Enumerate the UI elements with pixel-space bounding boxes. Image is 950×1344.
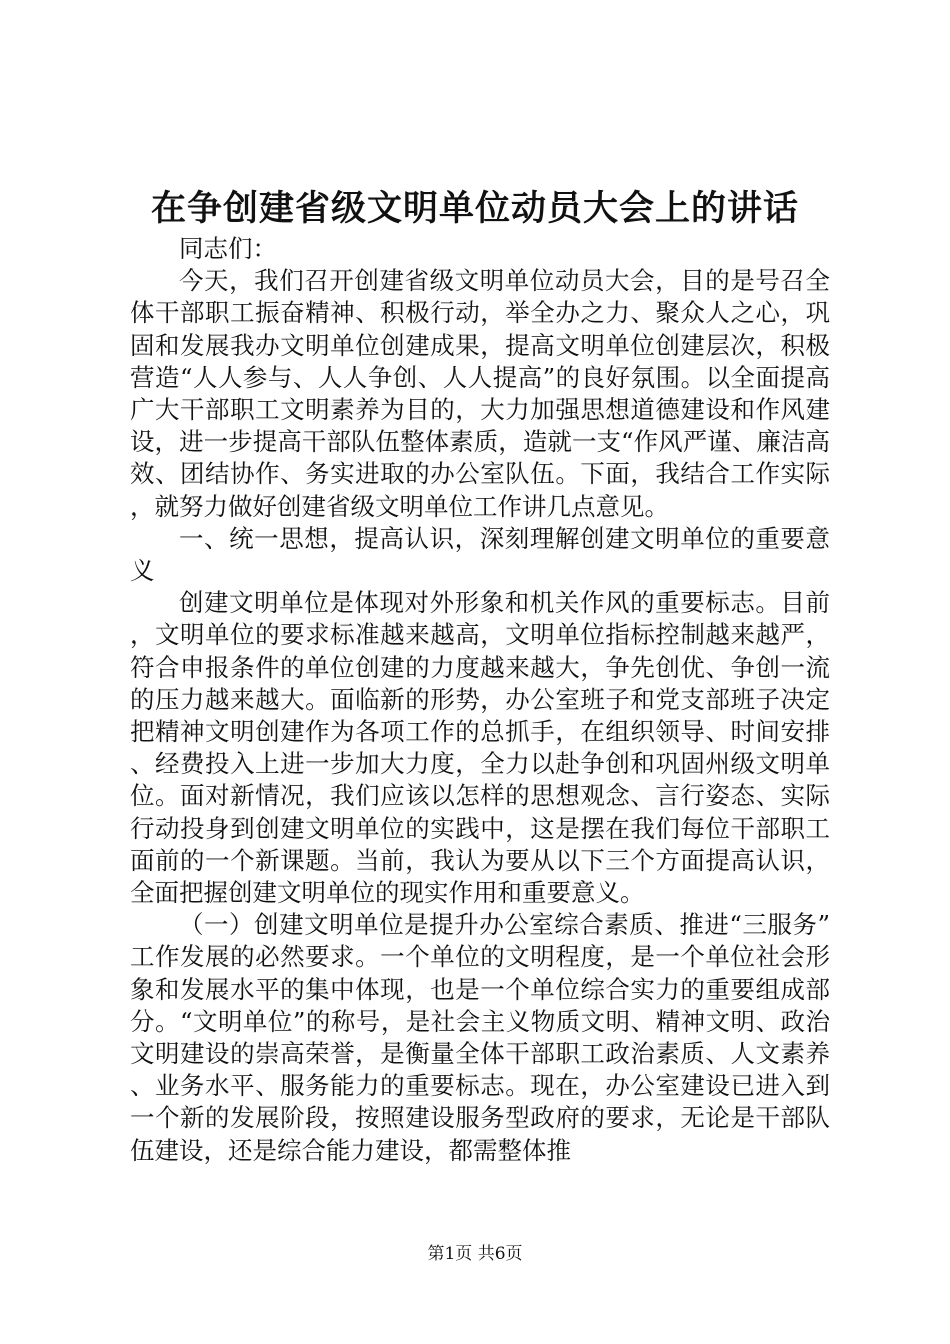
document-title: 在争创建省级文明单位动员大会上的讲话 (150, 188, 799, 229)
intro-paragraph: 今天，我们召开创建省级文明单位动员大会，目的是号召全体干部职工振奋精神、积极行动，举全办之力、聚众人之心，巩固和发展我办文明单位创建成果，提高文明单位创建层次，积极营造“人人参与、人人争创、人人提高”的良好氛围。以全面提高广大干部职工文明素养为目的，大力加强思想道德建设和作风建设，进一步提高干部队伍整体素质，造就一支“作风严谨、廉洁高效、团结协作、务实进取的办公室队伍。下面，我结合工作实际，就努力做好创建省级文明单位工作讲几点意见。 (130, 266, 830, 521)
document-body (130, 233, 830, 1167)
section-heading: 一、统一思想，提高认识，深刻理解创建文明单位的重要意义 (130, 523, 830, 586)
page-footer: 第1页 共6页 (427, 1244, 523, 1264)
subsection-paragraph: （一）创建文明单位是提升办公室综合素质、推进“三服务”工作发展的必然要求。一个单位的文明程度，是一个单位社会形象和发展水平的集中体现，也是一个单位综合实力的重要组成部分。“文明单位”的称号，是社会主义物质文明、精神文明、政治文明建设的崇高荣誉，是衡量全体干部职工政治素质、人文素养、业务水平、服务能力的重要标志。现在，办公室建设已进入到一个新的发展阶段，按照建设服务型政府的要求，无论是干部队伍建设，还是综合能力建设，都需整体推 (130, 910, 830, 1165)
salutation-paragraph: 同志们： (179, 234, 277, 263)
body-paragraph: 创建文明单位是体现对外形象和机关作风的重要标志。目前，文明单位的要求标准越来越高，文明单位指标控制越来越严，符合申报条件的单位创建的力度越来越大，争先创优、争创一流的压力越来越大。面临新的形势，办公室班子和党支部班子决定把精神文明创建作为各项工作的总抓手，在组织领导、时间安排、经费投入上进一步加大力度，全力以赴争创和巩固州级文明单位。面对新情况，我们应该以怎样的思想观念、言行姿态、实际行动投身到创建文明单位的实践中，这是摆在我们每位干部职工面前的一个新课题。当前，我认为要从以下三个方面提高认识，全面把握创建文明单位的现实作用和重要意义。 (130, 588, 830, 908)
